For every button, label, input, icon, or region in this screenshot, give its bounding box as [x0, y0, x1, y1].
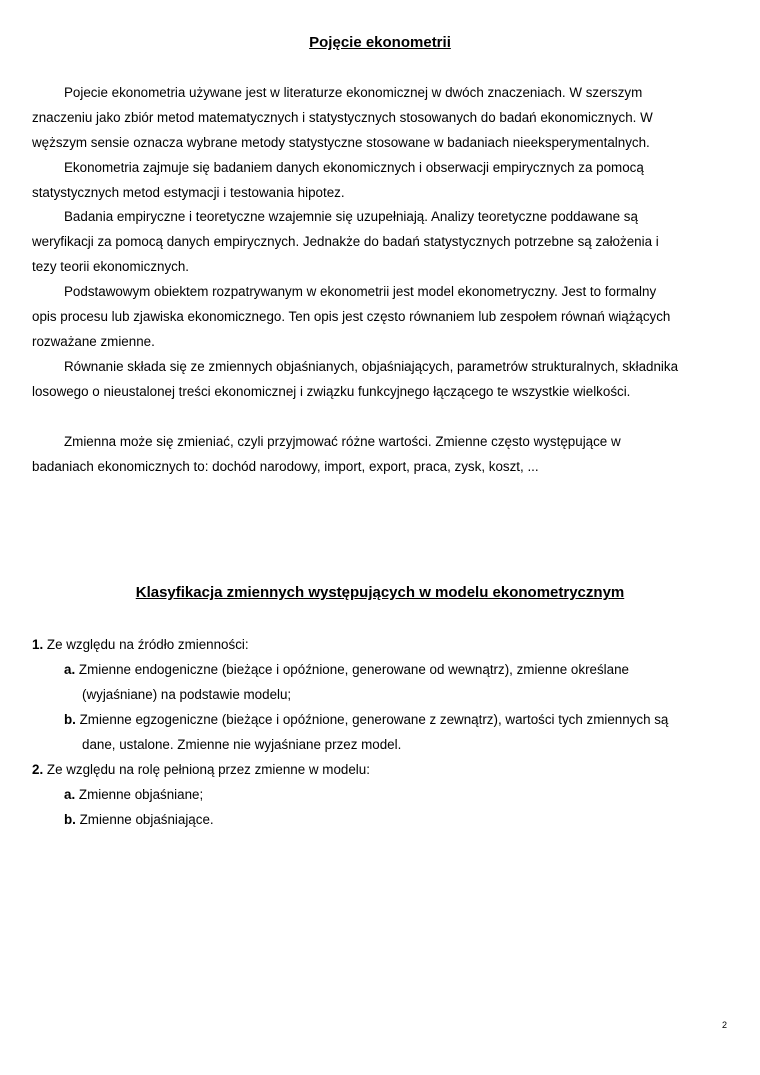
list-item-number: 1.: [32, 637, 44, 652]
paragraph-line: Podstawowym obiektem rozpatrywanym w ekonometrii jest model ekonometryczny. Jest to formalny: [64, 284, 657, 299]
paragraph-line: węższym sensie oznacza wybrane metody statystyczne stosowane w badaniach nieeksperymentalnych.: [32, 135, 650, 150]
paragraph-line: Badania empiryczne i teoretyczne wzajemnie się uzupełniają. Analizy teoretyczne poddawane są: [64, 209, 638, 224]
list-item: [32, 637, 249, 653]
paragraph-line: znaczeniu jako zbiór metod matematycznych i statystycznych stosowanych do badań ekonomicznych. W: [32, 110, 653, 125]
section-title-klasyfikacja: Klasyfikacja zmiennych występujących w modelu ekonometrycznym: [135, 584, 625, 601]
list-item-number: 2.: [32, 762, 44, 777]
paragraph-line: Ekonometria zajmuje się badaniem danych ekonomicznych i obserwacji empirycznych za pomocą: [64, 160, 644, 175]
list-subitem-letter: a.: [64, 662, 76, 677]
paragraph-line: rozważane zmienne.: [32, 334, 155, 349]
list-subitem-text: Zmienne objaśniane;: [75, 787, 204, 802]
list-item-text: Ze względu na rolę pełnioną przez zmienne w modelu:: [43, 762, 370, 777]
paragraph-line: tezy teorii ekonomicznych.: [32, 259, 190, 274]
paragraph-line: Pojecie ekonometria używane jest w literaturze ekonomicznej w dwóch znaczeniach. W szerszym: [64, 85, 643, 100]
paragraph-line: weryfikacji za pomocą danych empirycznych. Jednakże do badań statystycznych potrzebne są założenia i: [32, 234, 659, 249]
list-subitem-letter: b.: [64, 712, 76, 727]
list-subitem: [64, 712, 668, 728]
paragraph-line: statystycznych metod estymacji i testowania hipotez.: [32, 185, 345, 200]
paragraph-line: losowego o nieustalonej treści ekonomicznej i związku funkcyjnego łączącego te wszystkie wielkości.: [32, 384, 631, 399]
page-number: 2: [721, 1020, 727, 1030]
list-subitem: [64, 812, 214, 828]
section-title-pojecie-ekonometrii: Pojęcie ekonometrii: [309, 34, 451, 51]
list-item-text: Ze względu na źródło zmienności:: [43, 637, 249, 652]
list-subitem: [64, 787, 203, 803]
list-subitem-text: Zmienne objaśniające.: [75, 812, 214, 827]
list-subitem-continuation: (wyjaśniane) na podstawie modelu;: [82, 687, 292, 702]
list-subitem-text: Zmienne egzogeniczne (bieżące i opóźnione, generowane z zewnątrz), wartości tych zmiennych są: [75, 712, 669, 727]
paragraph-line: Zmienna może się zmieniać, czyli przyjmować różne wartości. Zmienne często występujące w: [64, 434, 621, 449]
paragraph-line: opis procesu lub zjawiska ekonomicznego. Ten opis jest często równaniem lub zespołem równań wiążących: [32, 309, 671, 324]
list-subitem-letter: a.: [64, 787, 76, 802]
list-subitem-text: Zmienne endogeniczne (bieżące i opóźnione, generowane od wewnątrz), zmienne określane: [75, 662, 629, 677]
list-subitem: [64, 662, 629, 678]
paragraph-line: Równanie składa się ze zmiennych objaśnianych, objaśniających, parametrów strukturalnych, składnika: [64, 359, 679, 374]
list-subitem-letter: b.: [64, 812, 76, 827]
list-item: [32, 762, 370, 778]
paragraph-line: badaniach ekonomicznych to: dochód narodowy, import, export, praca, zysk, koszt, ...: [32, 459, 539, 474]
list-subitem-continuation: dane, ustalone. Zmienne nie wyjaśniane przez model.: [82, 737, 402, 752]
